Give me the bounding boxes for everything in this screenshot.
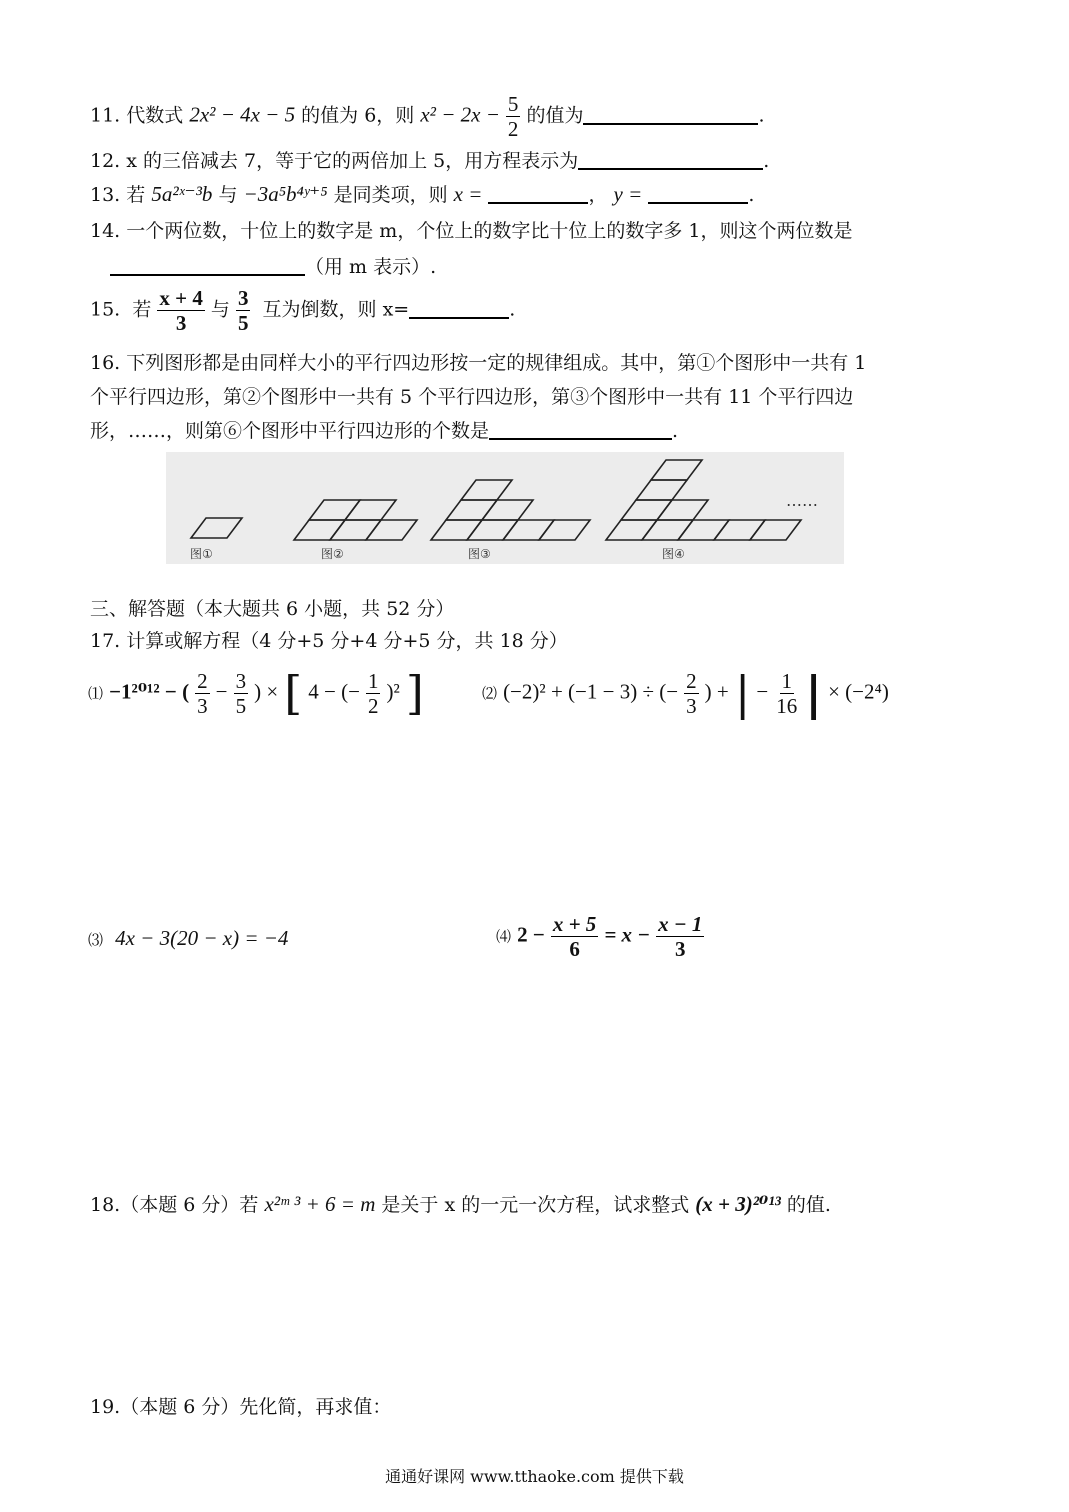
q17-p4-f2-num: x − 1 (658, 912, 703, 936)
q17-p2-abs-left: | (734, 666, 751, 720)
q14-suffix: （用 m 表示）. (305, 256, 437, 278)
q16-line-1: 16. 下列图形都是由同样大小的平行四边形按一定的规律组成。其中，第①个图形中一共有 1 (90, 352, 867, 374)
q16-line-3-text: 形，……，则第⑥个图形中平行四边形的个数是 (90, 420, 490, 442)
continuation-dots: …… (786, 491, 818, 510)
q17-p4-expr-b: = x − (604, 922, 651, 947)
q17-p1-right-bracket: ] (405, 666, 424, 720)
q13-separator: ， (588, 184, 608, 206)
q17-p1-frac-2 (234, 669, 249, 718)
q17-p2-f1-den: 3 (686, 694, 697, 719)
q11-period: . (758, 104, 765, 127)
q17-part-3 (88, 926, 288, 951)
q17-p1-op: − (215, 679, 228, 704)
q11-answer-blank[interactable] (583, 123, 758, 125)
q11-prefix: 代数式 (126, 104, 184, 127)
q15-answer-blank[interactable] (409, 317, 509, 319)
q15-fraction-2 (236, 286, 251, 335)
q17-part-4 (496, 912, 704, 961)
q17-p1-expr-a: −1²⁰¹² − ( (109, 679, 190, 704)
q13-period: . (748, 184, 755, 206)
q17-p4-label: ⑷ (496, 927, 512, 946)
q16-line-3 (90, 420, 678, 443)
q17-p1-frac-3 (366, 669, 381, 718)
question-14-line-2 (110, 256, 436, 279)
q16-answer-blank[interactable] (489, 438, 672, 440)
q15-f1-num: x + 4 (159, 286, 203, 310)
q17-p1-f2-den: 5 (235, 694, 247, 719)
parallelogram-pattern-figure (166, 452, 844, 564)
q17-p2-f2-num: 1 (781, 668, 792, 693)
q17-p1-label: ⑴ (88, 684, 104, 703)
page-footer: 通通好课网 www.tthaoke.com 提供下载 (385, 1467, 684, 1486)
q17-p2-f2-den: 16 (776, 694, 798, 719)
q15-prefix: 若 (132, 298, 152, 321)
q17-part-1 (88, 666, 424, 721)
q17-p2-abs-right: | (805, 666, 823, 720)
q17-p1-left-bracket: [ (284, 666, 303, 720)
q17-part-2 (482, 666, 889, 721)
q17-p2-frac-2 (774, 669, 799, 718)
q17-p3-expression: 4x − 3(20 − x) = −4 (115, 926, 289, 950)
q17-p2-expr-a: (−2)² + (−1 − 3) ÷ (− (503, 679, 679, 704)
q17-p4-expr-a: 2 − (517, 922, 545, 947)
q17-p2-expr-c: − (756, 679, 769, 704)
q14-line-1: 14. 一个两位数，十位上的数字是 m，个位上的数字比十位上的数字多 1，则这个两位数是 (90, 220, 853, 242)
q18-expression-2: (x + 3)²⁰¹³ (695, 1192, 781, 1216)
q13-and: 与 (218, 184, 238, 206)
q17-p2-label: ⑵ (482, 684, 498, 703)
question-14 (90, 220, 852, 243)
question-19: 19.（本题 6 分）先化简，再求值： (90, 1396, 392, 1418)
q11-number: 11. (90, 104, 121, 127)
q15-and: 与 (210, 298, 230, 321)
q13-middle: 是同类项，则 (333, 184, 448, 206)
q11-suffix: 的值为 (526, 104, 584, 127)
q11-expression-2: x² − 2x − (420, 102, 500, 127)
q13-y-label: y = (613, 182, 643, 206)
q13-x-label: x = (453, 182, 483, 206)
q12-text: 12. x 的三倍减去 7，等于它的两倍加上 5，用方程表示为 (90, 150, 579, 172)
q17-p2-expr-b: ) + (704, 679, 729, 704)
q17-p1-f3-num: 1 (367, 668, 379, 693)
q17-p4-frac-1 (551, 912, 598, 961)
q11-frac-den: 2 (507, 117, 519, 142)
q15-f2-num: 3 (237, 286, 249, 310)
q13-y-blank[interactable] (648, 202, 748, 204)
q17-p3-label: ⑶ (88, 931, 104, 949)
q13-term-2: −3a⁵b⁴ʸ⁺⁵ (243, 182, 328, 206)
figure-background (166, 452, 844, 564)
q17-p1-f3-den: 2 (367, 694, 379, 719)
q17-p2-f1-num: 2 (686, 668, 697, 693)
question-12 (90, 150, 769, 173)
q15-number: 15. (90, 298, 121, 321)
q17-p1-expr-b: ) × (254, 679, 279, 704)
q17-p2-expr-d: × (−2⁴) (828, 679, 889, 704)
q13-prefix: 13. 若 (90, 184, 146, 206)
question-13 (90, 182, 754, 207)
q18-suffix: 的值. (786, 1194, 831, 1216)
fig2-label: 图② (321, 547, 344, 561)
fig4-label: 图④ (662, 547, 685, 561)
q12-answer-blank[interactable] (578, 168, 763, 170)
q17-p4-f1-den: 6 (569, 937, 580, 962)
fig3-label: 图③ (468, 547, 491, 561)
question-18 (90, 1192, 831, 1217)
q17-p1-f2-num: 3 (235, 668, 247, 693)
q15-f1-den: 3 (175, 311, 187, 336)
q14-answer-blank[interactable] (110, 274, 305, 276)
q17-p4-f1-num: x + 5 (552, 912, 597, 936)
q11-expression-1: 2x² − 4x − 5 (189, 102, 296, 127)
q17-p1-expr-d: )² (386, 679, 400, 704)
q13-x-blank[interactable] (488, 202, 588, 204)
q17-p1-f1-num: 2 (197, 668, 208, 693)
q17-p1-f1-den: 3 (197, 694, 208, 719)
q11-frac-num: 5 (507, 92, 519, 116)
q15-f2-den: 5 (237, 311, 249, 336)
q18-expression: x²ᵐ ³ + 6 = m (264, 1192, 376, 1216)
q12-period: . (763, 150, 770, 172)
q15-suffix: 互为倒数，则 x= (262, 298, 410, 321)
fig1-label: 图① (190, 547, 213, 561)
section-3-heading: 三、解答题（本大题共 6 小题，共 52 分） (90, 598, 455, 620)
q11-fraction (506, 92, 521, 141)
q16-line-2: 个平行四边形，第②个图形中一共有 5 个平行四边形，第③个图形中一共有 11 个平行四边 (90, 386, 854, 408)
q15-fraction-1 (157, 286, 204, 335)
q17-p1-expr-c: 4 − (− (308, 679, 360, 704)
q18-middle: 是关于 x 的一元一次方程，试求整式 (381, 1194, 690, 1216)
q17-p4-f2-den: 3 (674, 937, 686, 962)
question-11 (90, 92, 765, 141)
q11-middle: 的值为 6，则 (301, 104, 415, 127)
q16-period: . (672, 420, 679, 442)
q17-p1-frac-1 (195, 669, 210, 718)
q17-title: 17. 计算或解方程（4 分+5 分+4 分+5 分，共 18 分） (90, 630, 568, 652)
question-15 (90, 286, 515, 335)
q17-p4-frac-2 (656, 912, 704, 961)
q15-period: . (509, 298, 516, 321)
q13-term-1: 5a²ˣ⁻³b (151, 182, 213, 206)
q17-p2-frac-1 (684, 669, 699, 718)
q18-prefix: 18.（本题 6 分）若 (90, 1194, 259, 1216)
